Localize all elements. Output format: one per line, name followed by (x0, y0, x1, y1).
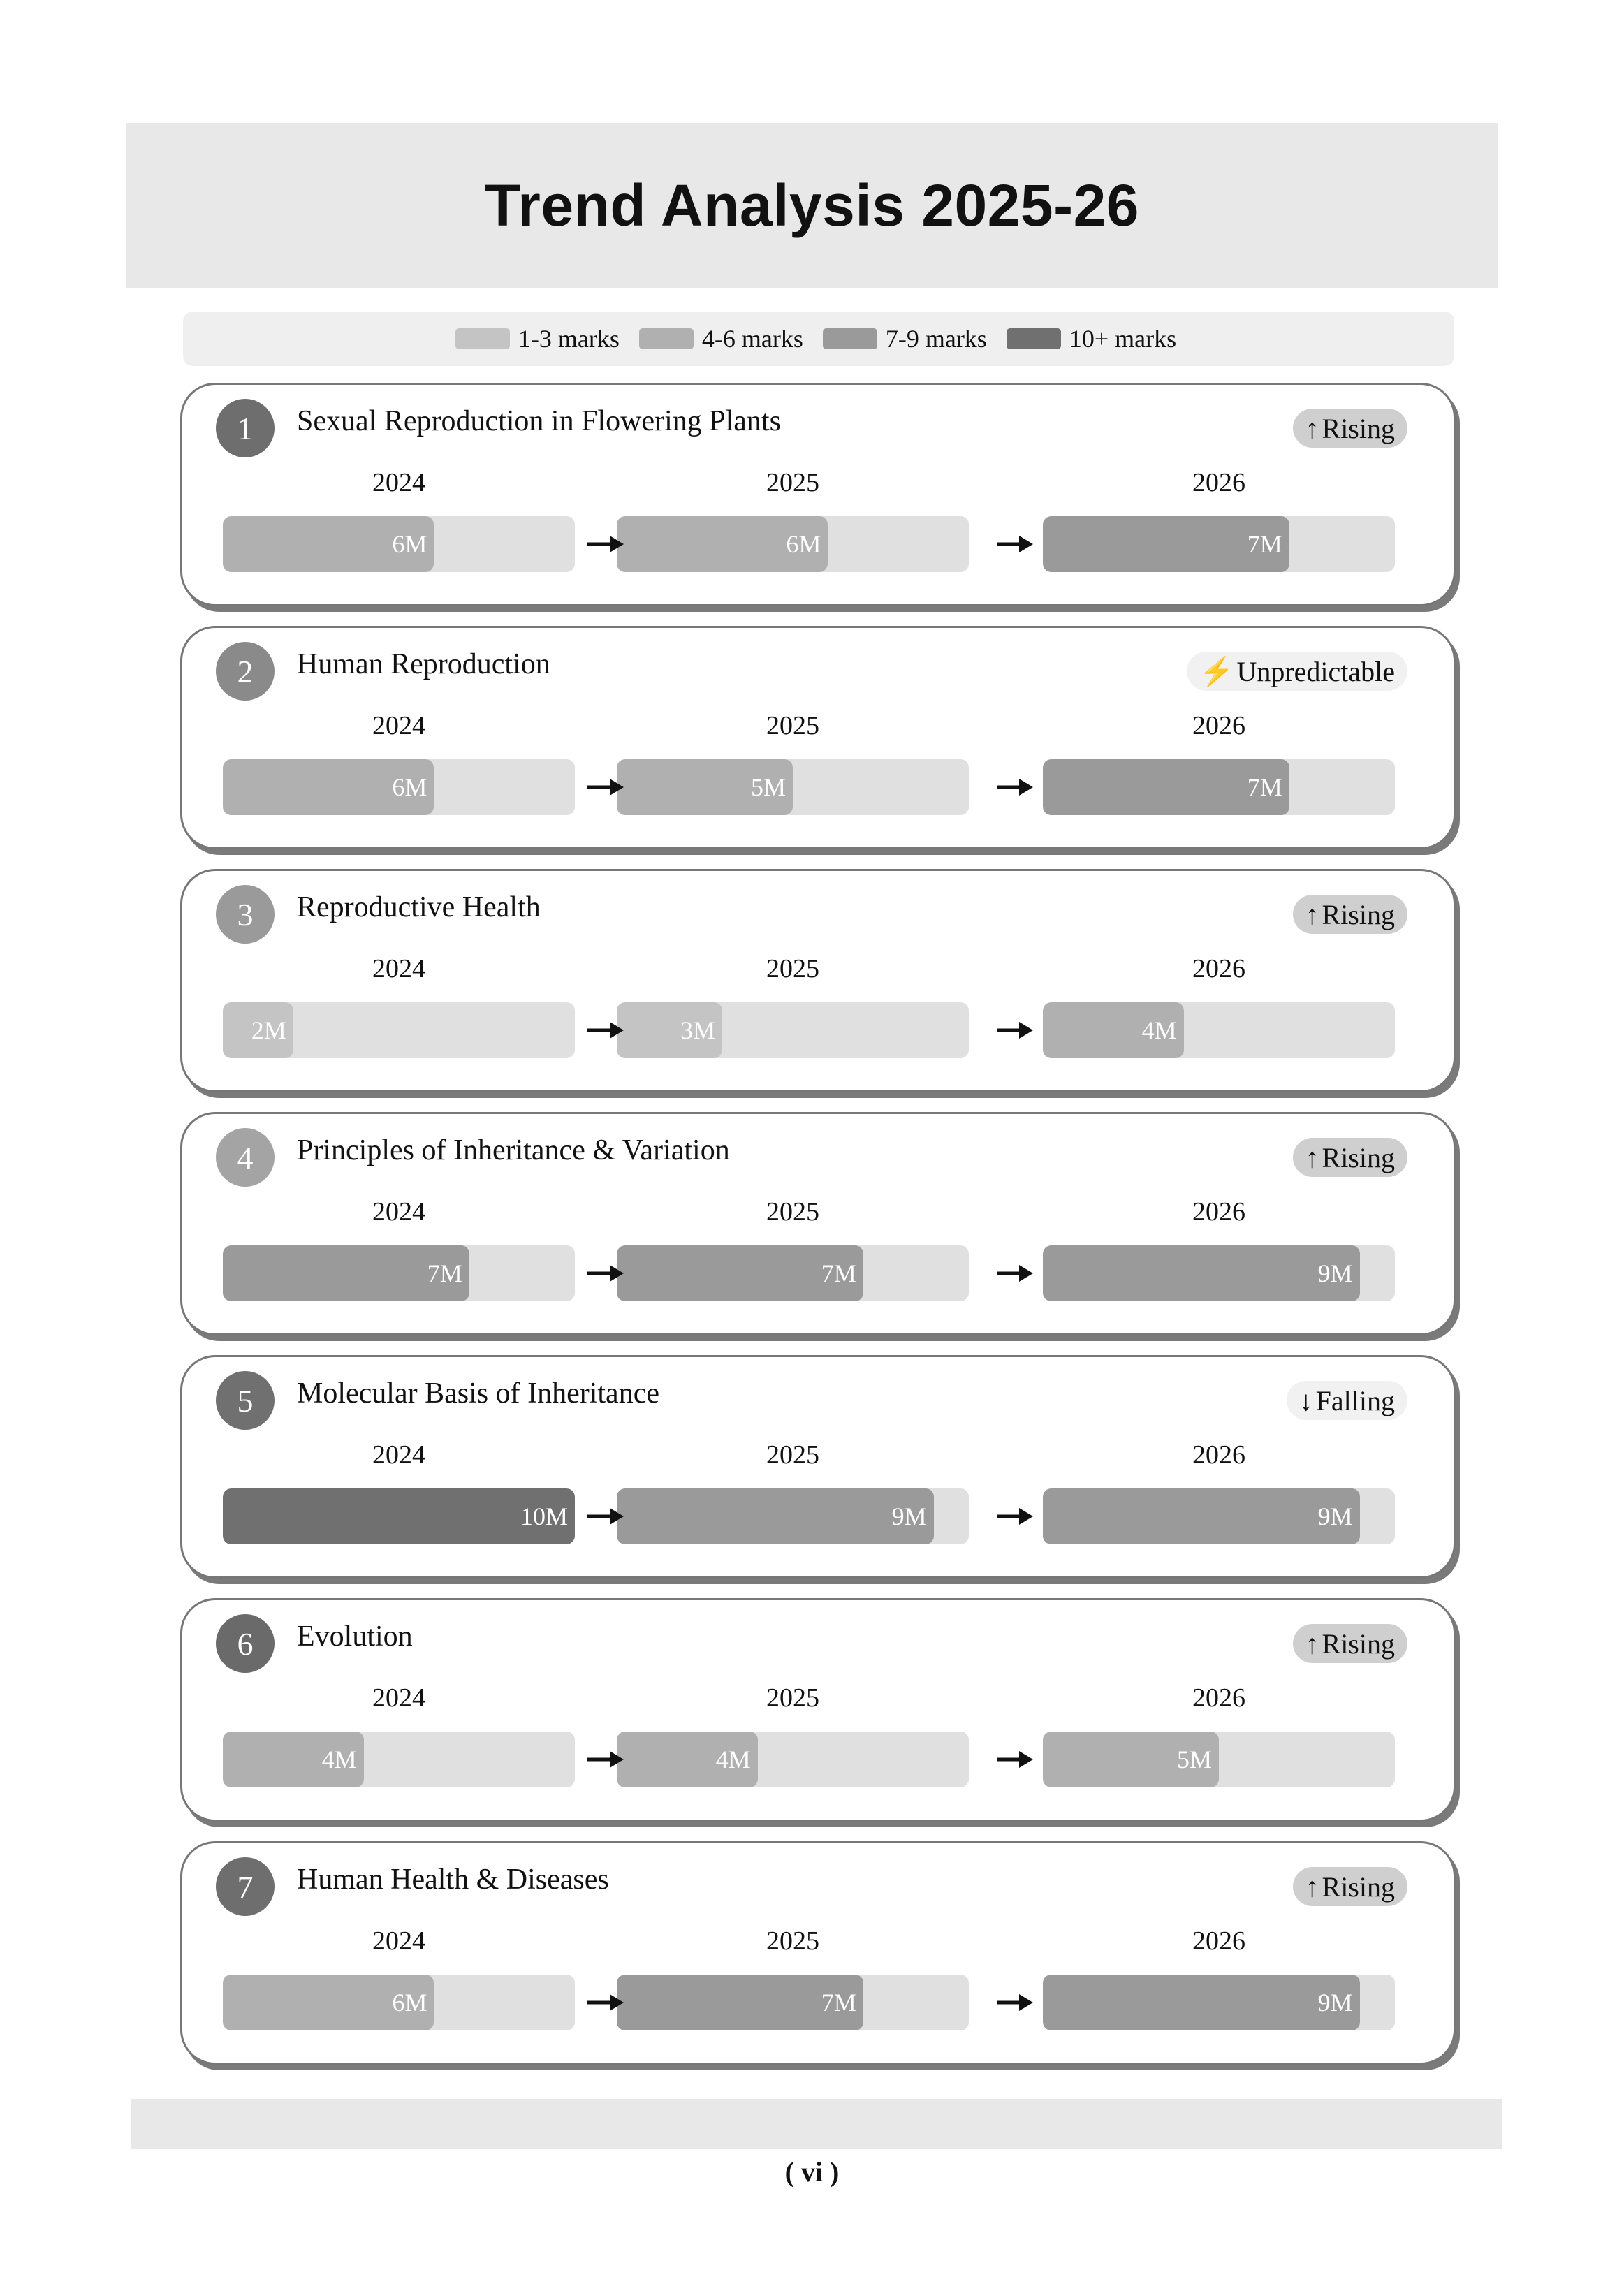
marks-bar (617, 1975, 863, 2030)
marks-bar (223, 516, 434, 572)
marks-value: 5M (1176, 1745, 1212, 1773)
year-label: 2025 (766, 1440, 819, 1470)
marks-value: 7M (821, 1259, 856, 1287)
marks-value: 10M (520, 1502, 568, 1530)
marks-bar (223, 1245, 469, 1301)
year-label: 2026 (1192, 954, 1245, 983)
marks-bar (1043, 1732, 1219, 1787)
trend-label: Falling (1315, 1384, 1395, 1416)
year-label: 2025 (766, 468, 819, 497)
footer-bar (131, 2099, 1502, 2149)
trend-badge (1293, 895, 1407, 934)
trend-label: Unpredictable (1236, 655, 1395, 687)
arrow-right-icon (586, 1258, 624, 1289)
legend-swatch (639, 328, 694, 349)
marks-bar (1043, 1245, 1360, 1301)
trend-badge (1287, 1381, 1407, 1420)
marks-bar (617, 1002, 722, 1058)
year-label: 2025 (766, 1926, 819, 1956)
year-label: 2026 (1192, 1197, 1245, 1227)
marks-bar (617, 1732, 758, 1787)
arrow-right-icon (586, 1015, 624, 1046)
chapter-title: Human Reproduction (297, 648, 550, 680)
chapter-title: Reproductive Health (297, 891, 541, 923)
chapter-card (180, 626, 1456, 849)
chapter-title: Human Health & Diseases (297, 1864, 609, 1896)
arrow-right-icon (995, 1744, 1033, 1775)
arrow-right-icon (586, 1987, 624, 2018)
marks-bar-track (617, 1245, 969, 1301)
year-label: 2026 (1192, 468, 1245, 497)
legend-swatch (1007, 328, 1061, 349)
marks-value: 3M (680, 1016, 716, 1044)
marks-bar-track (1043, 516, 1395, 572)
arrow-right-icon (995, 772, 1033, 803)
marks-value: 7M (1247, 530, 1282, 558)
marks-bar (617, 516, 828, 572)
marks-value: 9M (1317, 1989, 1353, 2016)
marks-value: 9M (1317, 1259, 1353, 1287)
marks-bar-track (1043, 1975, 1395, 2030)
trend-label: Rising (1322, 898, 1395, 930)
arrow-right-icon (586, 772, 624, 803)
marks-bar (617, 1245, 863, 1301)
marks-value: 9M (891, 1502, 927, 1530)
chapter-card (180, 869, 1456, 1092)
chapter-title: Evolution (297, 1620, 413, 1653)
page-title: Trend Analysis 2025-26 (484, 173, 1140, 238)
year-label: 2024 (372, 1197, 425, 1227)
arrow-up-icon: ↑ (1305, 412, 1319, 444)
legend-item (455, 324, 620, 353)
year-label: 2025 (766, 1683, 819, 1713)
arrow-right-icon (995, 1015, 1033, 1046)
marks-bar (1043, 516, 1289, 572)
marks-value: 6M (392, 530, 427, 558)
marks-bar-track (617, 1732, 969, 1787)
trend-label: Rising (1322, 1627, 1395, 1660)
marks-bar-track (617, 1002, 969, 1058)
chapter-number: 3 (216, 885, 275, 944)
marks-bar (223, 1732, 364, 1787)
legend-item (1007, 324, 1176, 353)
marks-value: 6M (786, 530, 821, 558)
arrow-right-icon (995, 1258, 1033, 1289)
chapter-number: 4 (216, 1128, 275, 1187)
marks-value: 6M (392, 773, 427, 801)
chapter-number: 2 (216, 642, 275, 701)
marks-bar-track (1043, 759, 1395, 815)
marks-value: 5M (750, 773, 786, 801)
chapter-number: 6 (216, 1614, 275, 1673)
trend-badge (1293, 1138, 1407, 1177)
marks-bar-track (1043, 1002, 1395, 1058)
chapter-card (180, 1598, 1456, 1822)
year-label: 2024 (372, 1440, 425, 1470)
marks-bar (223, 1975, 434, 2030)
legend-label: 7-9 marks (885, 325, 987, 353)
year-label: 2024 (372, 1683, 425, 1713)
year-label: 2026 (1192, 1440, 1245, 1470)
marks-bar-track (1043, 1245, 1395, 1301)
legend-swatch (823, 328, 877, 349)
chapter-title: Sexual Reproduction in Flowering Plants (297, 405, 781, 437)
marks-bar (1043, 1002, 1184, 1058)
marks-value: 7M (427, 1259, 462, 1287)
legend-label: 4-6 marks (701, 325, 803, 353)
chapter-title: Principles of Inheritance & Variation (297, 1134, 730, 1166)
year-label: 2024 (372, 1926, 425, 1956)
trend-badge (1293, 1867, 1407, 1906)
marks-value: 7M (821, 1989, 856, 2016)
arrow-right-icon (995, 1987, 1033, 2018)
trend-label: Rising (1322, 1141, 1395, 1173)
marks-value: 2M (251, 1016, 286, 1044)
legend (183, 312, 1454, 366)
marks-bar (1043, 759, 1289, 815)
marks-bar (1043, 1488, 1360, 1544)
trend-label: Rising (1322, 412, 1395, 444)
year-label: 2024 (372, 468, 425, 497)
marks-bar-track (617, 1488, 969, 1544)
chapter-number: 5 (216, 1371, 275, 1430)
arrow-right-icon (995, 529, 1033, 559)
page-number: ( vi ) (784, 2156, 840, 2188)
chapter-title: Molecular Basis of Inheritance (297, 1377, 659, 1410)
year-label: 2026 (1192, 711, 1245, 740)
year-label: 2025 (766, 1197, 819, 1227)
marks-bar (1043, 1975, 1360, 2030)
marks-bar-track (617, 1975, 969, 2030)
marks-bar-track (1043, 1488, 1395, 1544)
marks-bar-track (617, 759, 969, 815)
chapter-number: 7 (216, 1857, 275, 1916)
arrow-up-icon: ↑ (1305, 898, 1319, 930)
marks-value: 4M (1141, 1016, 1177, 1044)
year-label: 2024 (372, 711, 425, 740)
year-label: 2026 (1192, 1683, 1245, 1713)
marks-bar (223, 1002, 293, 1058)
marks-bar (617, 1488, 934, 1544)
marks-bar (223, 1488, 575, 1544)
chapter-card (180, 1841, 1456, 2065)
legend-item (639, 324, 803, 353)
legend-label: 10+ marks (1069, 325, 1177, 353)
lightning-icon: ⚡ (1199, 655, 1234, 687)
year-label: 2026 (1192, 1926, 1245, 1956)
arrow-right-icon (995, 1501, 1033, 1532)
legend-label: 1-3 marks (518, 325, 620, 353)
chapter-list (180, 383, 1458, 2084)
marks-value: 4M (715, 1745, 751, 1773)
marks-bar-track (1043, 1732, 1395, 1787)
arrow-up-icon: ↑ (1305, 1627, 1319, 1660)
arrow-right-icon (586, 1744, 624, 1775)
year-label: 2025 (766, 711, 819, 740)
marks-bar-track (617, 516, 969, 572)
arrow-down-icon: ↓ (1299, 1384, 1313, 1416)
trend-badge (1293, 1624, 1407, 1663)
marks-value: 7M (1247, 773, 1282, 801)
marks-value: 6M (392, 1989, 427, 2016)
marks-value: 4M (321, 1745, 357, 1773)
trend-label: Rising (1322, 1871, 1395, 1903)
arrow-up-icon: ↑ (1305, 1871, 1319, 1903)
chapter-number: 1 (216, 399, 275, 457)
marks-bar (617, 759, 793, 815)
marks-value: 9M (1317, 1502, 1353, 1530)
marks-bar-track (223, 1488, 575, 1544)
chapter-card (180, 1112, 1456, 1335)
trend-badge (1293, 409, 1407, 448)
year-label: 2025 (766, 954, 819, 983)
legend-swatch (455, 328, 510, 349)
chapter-card (180, 1355, 1456, 1579)
legend-item (823, 324, 987, 353)
year-label: 2024 (372, 954, 425, 983)
marks-bar (223, 759, 434, 815)
marks-bar-track (223, 1002, 575, 1058)
marks-bar-track (223, 516, 575, 572)
arrow-up-icon: ↑ (1305, 1141, 1319, 1173)
marks-bar-track (223, 1732, 575, 1787)
marks-bar-track (223, 1245, 575, 1301)
trend-badge (1187, 652, 1407, 691)
arrow-right-icon (586, 529, 624, 559)
arrow-right-icon (586, 1501, 624, 1532)
chapter-card (180, 383, 1456, 606)
marks-bar-track (223, 759, 575, 815)
marks-bar-track (223, 1975, 575, 2030)
page-header (126, 123, 1498, 288)
